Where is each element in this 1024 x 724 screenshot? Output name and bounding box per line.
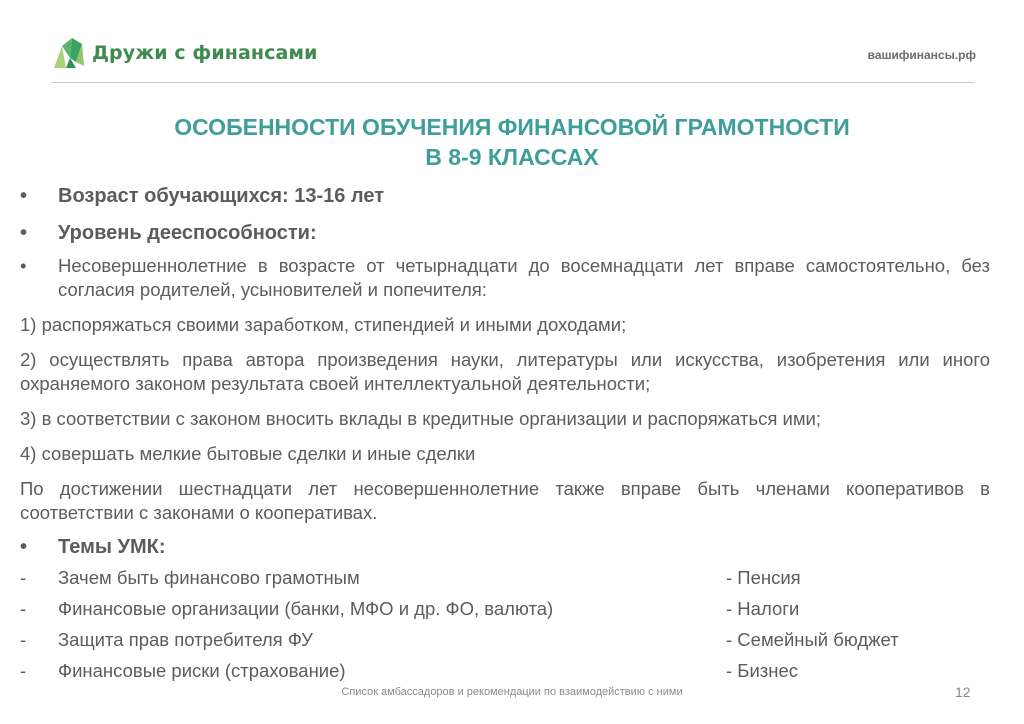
topics-heading: Темы УМК: — [58, 536, 166, 558]
dash-icon: - — [20, 660, 27, 681]
age-bullet — [20, 184, 990, 208]
topic-left: Защита прав потребителя ФУ — [58, 629, 313, 650]
list-item: 2) осуществлять права автора произведения науки, литературы или искусства, изобретения или иного охраняемого законом результата своей интеллектуальной деятельности; — [20, 349, 990, 394]
capacity-heading: Уровень дееспособности: — [58, 222, 317, 244]
topic-row — [20, 597, 990, 621]
topic-row — [20, 628, 990, 652]
list-item: 3) в соответствии с законом вносить вклады в кредитные организации и распоряжаться ими; — [20, 408, 822, 429]
capacity-text-bullet — [20, 254, 990, 302]
topic-left: Финансовые риски (страхование) — [58, 660, 346, 681]
topic-right: - Налоги — [726, 598, 800, 619]
topic-right: - Семейный бюджет — [726, 629, 899, 650]
leaf-logo-icon — [52, 36, 86, 70]
topic-row — [20, 566, 990, 590]
topic-row — [20, 659, 990, 683]
topic-left: Финансовые организации (банки, МФО и др. ФО, валюта) — [58, 598, 554, 619]
footer-caption: Список амбассадоров и рекомендации по взаимодействию с ними — [341, 686, 683, 698]
bullet-icon: • — [20, 255, 27, 276]
title-line-1: ОСОБЕННОСТИ ОБУЧЕНИЯ ФИНАНСОВОЙ ГРАМОТНОСТИ — [174, 114, 850, 140]
topic-right: - Бизнес — [726, 660, 799, 681]
cooperative-note: По достижении шестнадцати лет несовершеннолетние также вправе быть членами кооперативов в соответствии с законами о кооперативах. — [20, 478, 990, 523]
topic-left: Зачем быть финансово грамотным — [58, 567, 360, 588]
page-title — [0, 112, 1024, 172]
slide-content — [20, 184, 990, 683]
dash-icon: - — [20, 567, 27, 588]
list-item: 4) совершать мелкие бытовые сделки и иные сделки — [20, 443, 476, 464]
bullet-icon: • — [20, 536, 28, 558]
logo-text: Дружи с финансами — [92, 42, 318, 64]
topics-heading-bullet — [20, 535, 990, 559]
bullet-icon: • — [20, 185, 28, 207]
capacity-heading-bullet — [20, 221, 990, 245]
topic-right: - Пенсия — [726, 567, 801, 588]
header-divider — [52, 82, 974, 83]
page-number: 12 — [955, 684, 971, 700]
slide-header — [0, 0, 1024, 90]
list-item: 1) распоряжаться своими заработком, стипендией и иными доходами; — [20, 314, 627, 335]
capacity-text: Несовершеннолетние в возрасте от четырнадцати до восемнадцати лет вправе самостоятельно, без согласия родителей, усыновителей и попечителя: — [58, 255, 990, 300]
age-text: Возраст обучающихся: 13-16 лет — [58, 185, 385, 207]
dash-icon: - — [20, 598, 27, 619]
bullet-icon: • — [20, 222, 28, 244]
brand-logo — [52, 36, 318, 70]
site-url[interactable]: вашифинансы.рф — [867, 48, 976, 62]
dash-icon: - — [20, 629, 27, 650]
title-line-2: В 8-9 КЛАССАХ — [425, 144, 599, 170]
